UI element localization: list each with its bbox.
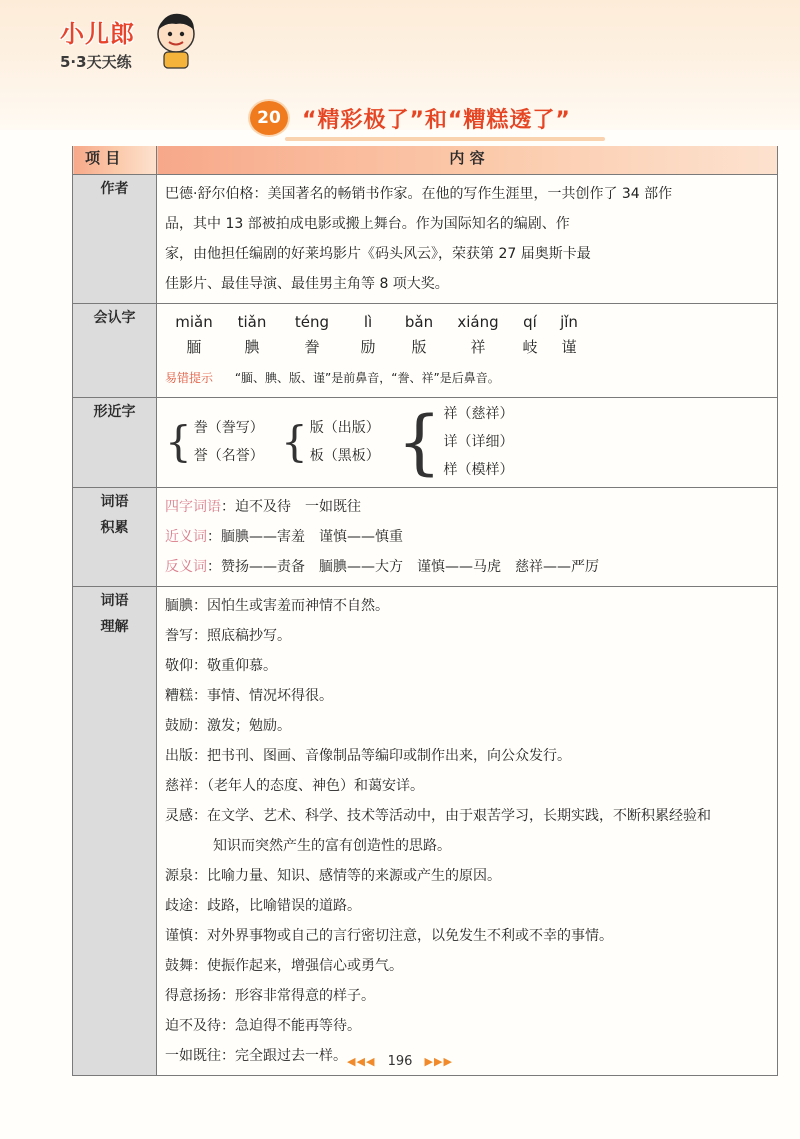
- similar-group: [281, 414, 389, 470]
- synonym-text: ：腼腆——害羞 谨慎——慎重: [207, 529, 403, 545]
- header-item: 项 目: [73, 146, 157, 175]
- similar-word: 样（模样）: [443, 462, 514, 478]
- lesson-title: “精彩极了”和“糟糕透了”: [302, 107, 571, 133]
- author-line: 家，由他担任编剧的好莱坞影片《码头风云》，荣获第 27 届奥斯卡最: [165, 246, 591, 262]
- character: 腆: [244, 338, 260, 356]
- definition: 谨慎：对外界事物或自己的言行密切注意，以免发生不利或不幸的事情。: [165, 928, 613, 944]
- definition: 鼓舞：使振作起来，增强信心或勇气。: [165, 958, 403, 974]
- row-similar: [73, 398, 778, 488]
- definition: 糟糕：事情、情况坏得很。: [165, 688, 333, 704]
- pinyin: téng: [294, 313, 330, 331]
- four-char-text: ：迫不及待 一如既往: [221, 499, 361, 515]
- definition: 誊写：照底稿抄写。: [165, 628, 291, 644]
- label-recognize: 会认字: [73, 304, 157, 398]
- label-author: 作者: [73, 175, 157, 304]
- author-text: [165, 179, 769, 299]
- label-understanding: [73, 587, 157, 1076]
- similar-word: 详（详细）: [443, 434, 514, 450]
- brand-name: 小儿郎: [60, 20, 135, 48]
- pinyin: jǐn: [560, 313, 578, 331]
- tip-label: 易错提示: [165, 371, 214, 385]
- tip-text: “腼、腆、版、谨”是前鼻音，“誊、祥”是后鼻音。: [234, 371, 500, 385]
- error-tip: [165, 364, 769, 393]
- pinyin: tiǎn: [237, 313, 267, 331]
- character-row: [165, 333, 769, 362]
- similar-groups: [165, 400, 769, 484]
- synonym-label: 近义词: [165, 529, 207, 545]
- row-understanding: [73, 587, 778, 1076]
- page-footer: [0, 1054, 800, 1069]
- definition: 出版：把书刊、图画、音像制品等编印或制作出来，向公众发行。: [165, 748, 571, 764]
- antonyms: [165, 552, 769, 582]
- similar-group: [165, 414, 273, 470]
- label-similar: 形近字: [73, 398, 157, 488]
- four-char-label: 四字词语: [165, 499, 221, 515]
- brand-subtitle: 5·3天天练: [60, 53, 132, 71]
- definition: 歧途：歧路，比喻错误的道路。: [165, 898, 361, 914]
- lesson-title-bar: [250, 98, 571, 138]
- left-arrows-icon: ◀◀◀: [347, 1055, 376, 1068]
- page-number: 196: [387, 1054, 413, 1069]
- character: 岐: [522, 338, 538, 356]
- definition-continuation: 知识而突然产生的富有创造性的思路。: [213, 838, 451, 854]
- definition: 鼓励：激发；勉励。: [165, 718, 291, 734]
- lesson-table: [72, 146, 778, 1076]
- character: 谨: [561, 338, 577, 356]
- author-line: 佳影片、最佳导演、最佳男主角等 8 项大奖。: [165, 276, 449, 292]
- similar-word: 板（黑板）: [309, 448, 380, 464]
- label-line: 词语: [100, 494, 129, 510]
- author-line: 品，其中 13 部被拍成电影或搬上舞台。作为国际知名的编剧、作: [165, 216, 570, 232]
- accumulate-content: [157, 488, 778, 587]
- definition: 源泉：比喻力量、知识、感情等的来源或产生的原因。: [165, 868, 501, 884]
- label-line: 积累: [100, 520, 129, 536]
- similar-word: 誊（誊写）: [193, 420, 264, 436]
- understanding-content: [157, 587, 778, 1076]
- pinyin: qí: [523, 313, 537, 331]
- brand-logo: [60, 14, 135, 72]
- recognize-content: [157, 304, 778, 398]
- similar-word: 祥（慈祥）: [443, 406, 514, 422]
- definition: 敬仰：敬重仰慕。: [165, 658, 277, 674]
- character: 誊: [304, 338, 320, 356]
- pinyin: xiáng: [457, 313, 499, 331]
- brace-icon: {: [397, 401, 442, 483]
- table-header-row: [73, 146, 778, 175]
- row-author: [73, 175, 778, 304]
- label-line: 理解: [100, 619, 129, 635]
- definition: 灵感：在文学、艺术、科学、技术等活动中，由于艰苦学习，长期实践，不断积累经验和: [165, 808, 711, 824]
- row-accumulate: [73, 488, 778, 587]
- pinyin: bǎn: [404, 313, 434, 331]
- definition: 得意扬扬：形容非常得意的样子。: [165, 988, 375, 1004]
- author-line: 巴德·舒尔伯格：美国著名的畅销书作家。在他的写作生涯里，一共创作了 34 部作: [165, 186, 673, 202]
- character: 腼: [186, 338, 202, 356]
- definition: 一如既往：完全跟过去一样。: [165, 1048, 347, 1064]
- character: 励: [360, 338, 376, 356]
- synonyms: [165, 522, 769, 552]
- character: 祥: [470, 338, 486, 356]
- definition: 慈祥：（老年人的态度、神色）和蔼安详。: [165, 778, 424, 794]
- four-char-words: [165, 492, 769, 522]
- label-accumulate: [73, 488, 157, 587]
- definition: 迫不及待：急迫得不能再等待。: [165, 1018, 361, 1034]
- similar-group: [397, 400, 514, 484]
- antonym-label: 反义词: [165, 559, 207, 575]
- pinyin: miǎn: [175, 313, 213, 331]
- antonym-text: ：赞扬——责备 腼腆——大方 谨慎——马虎 慈祥——严厉: [207, 559, 599, 575]
- similar-word: 誉（名誉）: [193, 448, 264, 464]
- similar-word: 版（出版）: [309, 420, 380, 436]
- lesson-number-badge: 20: [250, 101, 288, 135]
- definition: 腼腆：因怕生或害羞而神情不自然。: [165, 598, 389, 614]
- brace-icon: {: [165, 417, 192, 466]
- mascot-icon: [150, 10, 202, 70]
- brace-icon: {: [281, 417, 308, 466]
- row-recognize: [73, 304, 778, 398]
- character: 版: [411, 338, 427, 356]
- title-underline: [285, 137, 605, 141]
- right-arrows-icon: ▶▶▶: [424, 1055, 453, 1068]
- pinyin: lì: [363, 313, 373, 331]
- label-line: 词语: [100, 593, 129, 609]
- author-content: [157, 175, 778, 304]
- header-content: 内 容: [157, 146, 778, 175]
- similar-content: [157, 398, 778, 488]
